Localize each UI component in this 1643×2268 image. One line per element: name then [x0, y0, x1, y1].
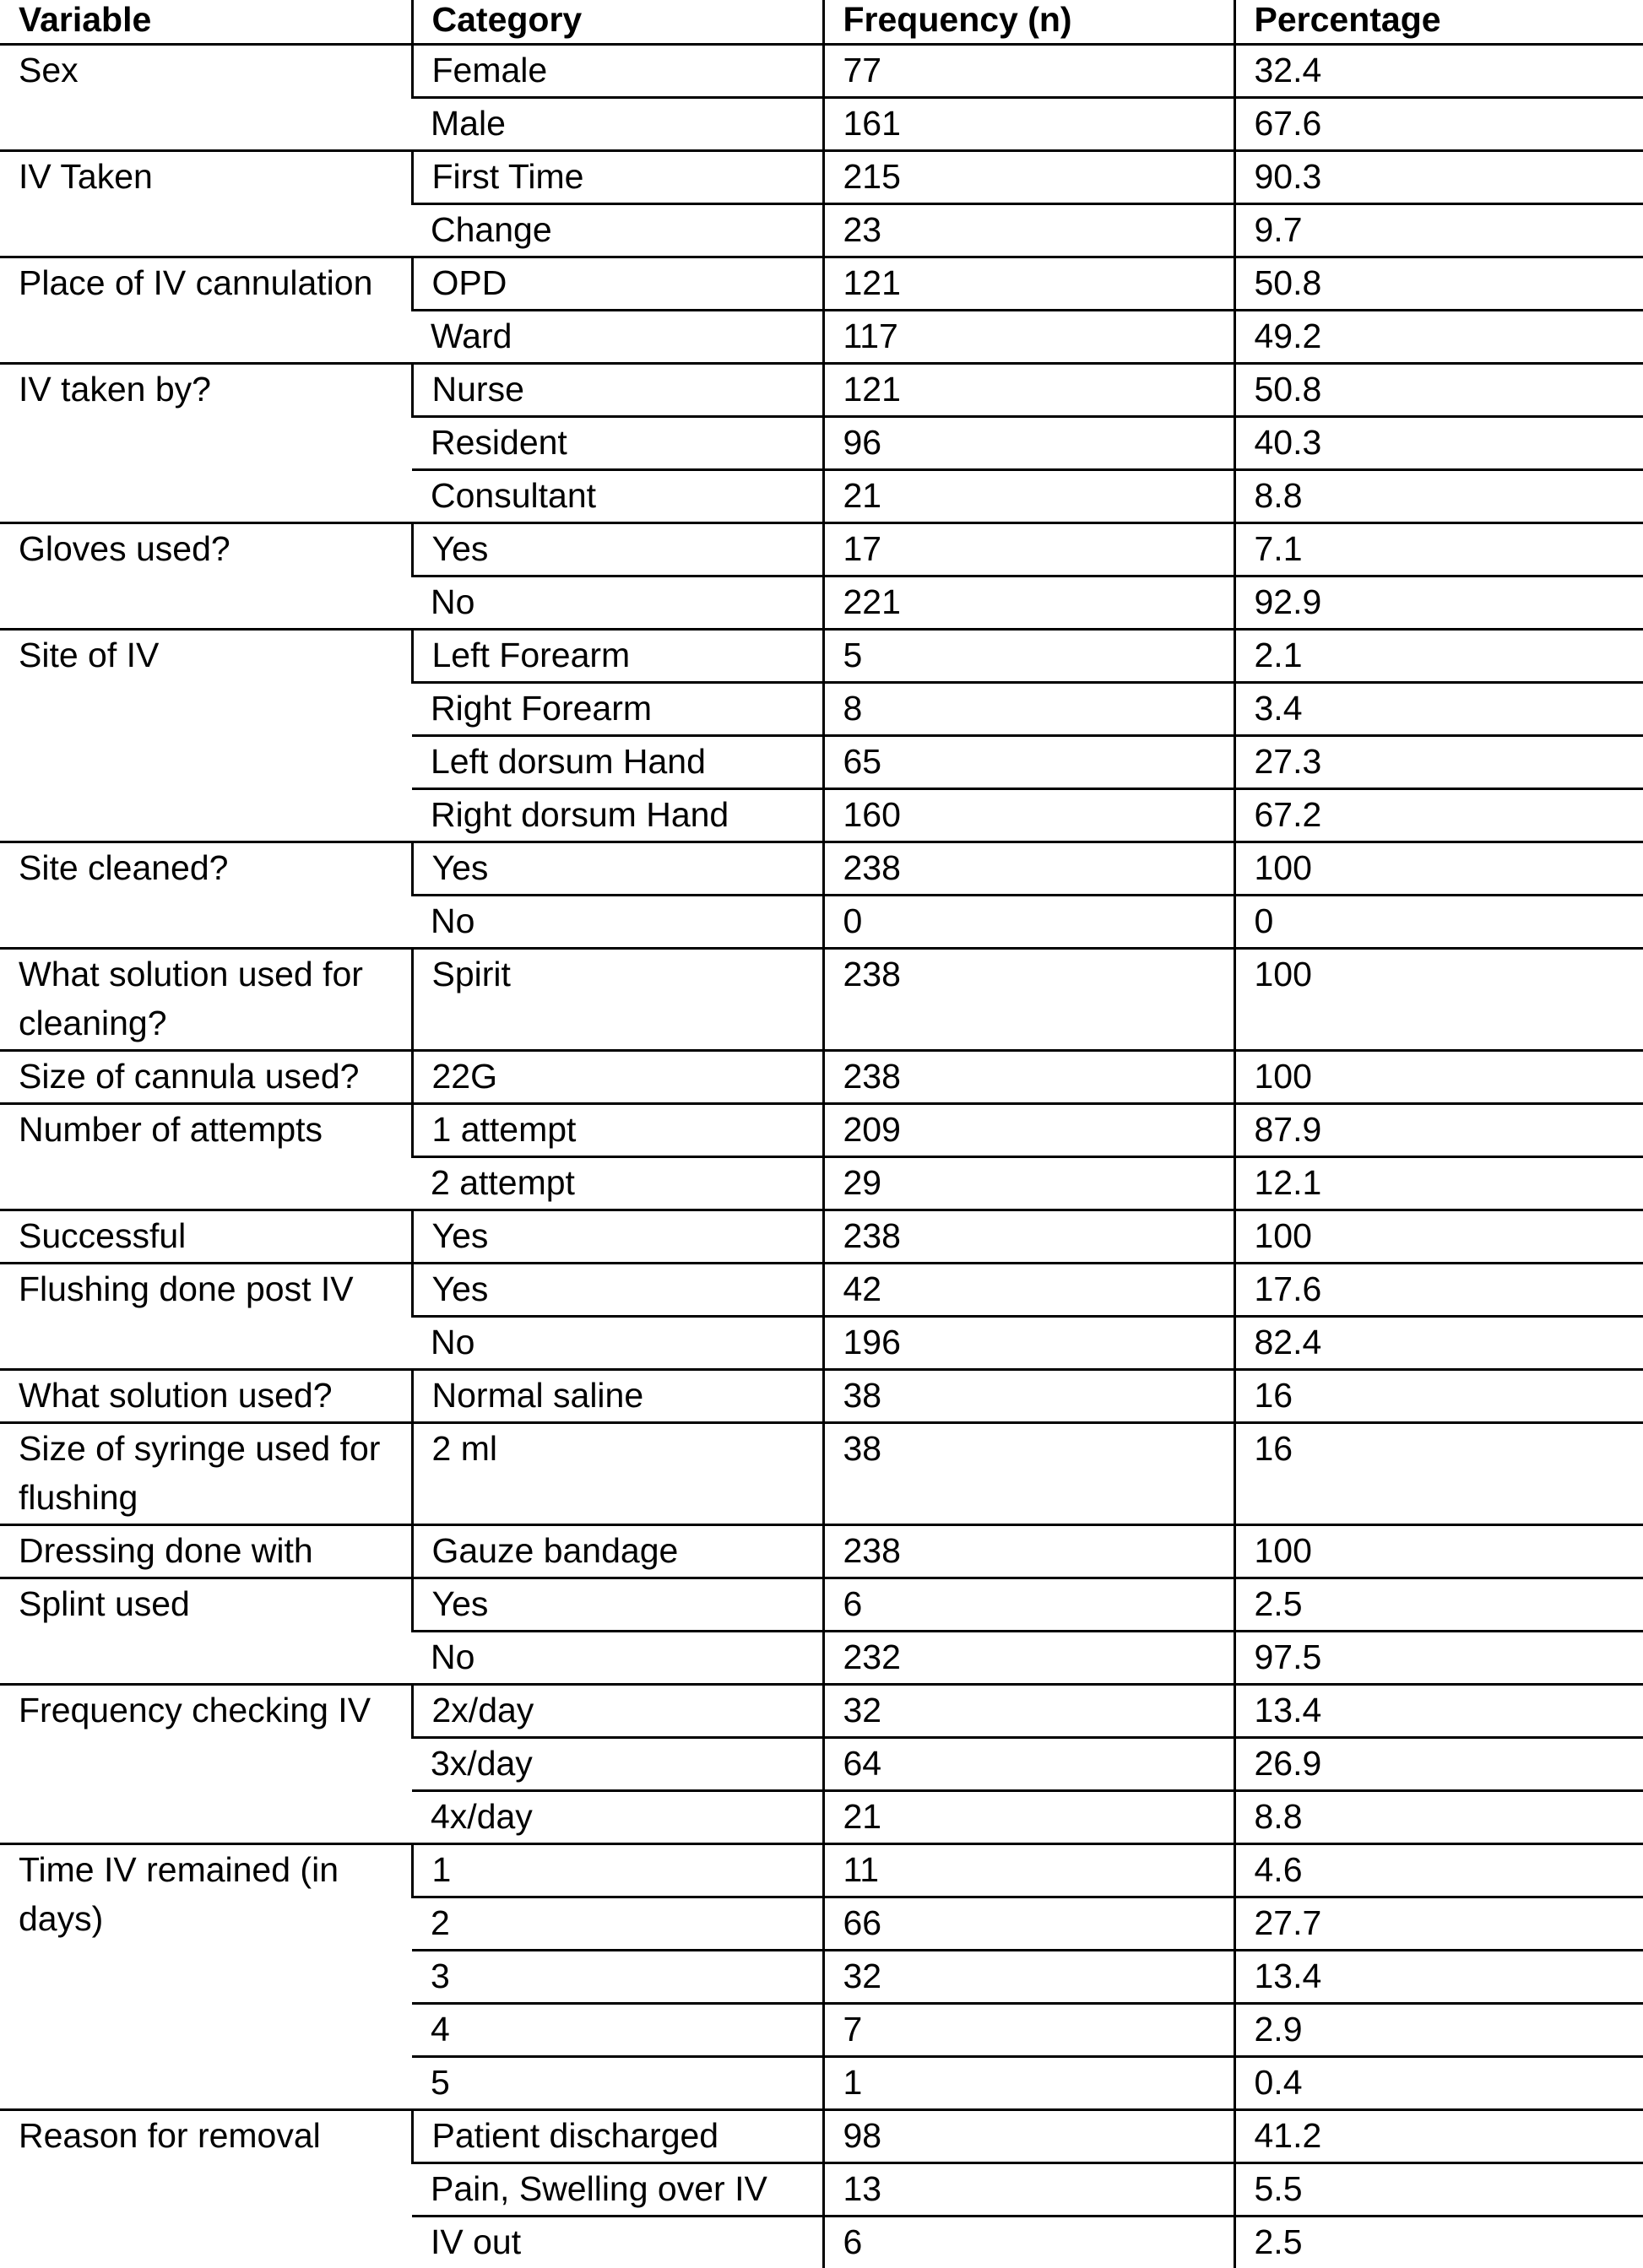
table-row: [0, 1104, 1643, 1157]
percentage-cell: 2.5: [1234, 1578, 1643, 1632]
category-cell: No: [412, 576, 823, 630]
category-cell: No: [412, 896, 823, 949]
table-row: [0, 949, 1643, 1051]
percentage-cell: 50.8: [1234, 257, 1643, 311]
percentage-cell: 100: [1234, 1525, 1643, 1578]
frequency-cell: 64: [823, 1738, 1234, 1791]
category-cell: No: [412, 1632, 823, 1685]
category-cell: 2 ml: [412, 1423, 823, 1525]
category-cell: Right dorsum Hand: [412, 789, 823, 842]
table-row: [0, 1051, 1643, 1104]
percentage-cell: 90.3: [1234, 151, 1643, 204]
variable-cell: Reason for removal: [0, 2110, 412, 2268]
category-cell: Ward: [412, 311, 823, 364]
frequency-cell: 238: [823, 949, 1234, 1051]
frequency-cell: 77: [823, 45, 1234, 98]
variable-cell: IV Taken: [0, 151, 412, 257]
category-cell: Patient discharged: [412, 2110, 823, 2163]
frequency-cell: 238: [823, 1525, 1234, 1578]
percentage-cell: 3.4: [1234, 683, 1643, 736]
category-cell: No: [412, 1317, 823, 1370]
percentage-cell: 87.9: [1234, 1104, 1643, 1157]
table-row: [0, 364, 1643, 417]
table-row: [0, 630, 1643, 683]
category-cell: Consultant: [412, 470, 823, 523]
variable-cell: What solution used?: [0, 1370, 412, 1423]
percentage-cell: 16: [1234, 1423, 1643, 1525]
percentage-cell: 92.9: [1234, 576, 1643, 630]
percentage-cell: 82.4: [1234, 1317, 1643, 1370]
table-row: [0, 45, 1643, 98]
table-row: [0, 523, 1643, 576]
category-cell: Yes: [412, 1264, 823, 1317]
frequency-cell: 238: [823, 1051, 1234, 1104]
frequency-cell: 161: [823, 98, 1234, 151]
frequency-cell: 6: [823, 1578, 1234, 1632]
variable-cell: Frequency checking IV: [0, 1685, 412, 1844]
category-cell: Pain, Swelling over IV: [412, 2163, 823, 2217]
percentage-cell: 8.8: [1234, 1791, 1643, 1844]
table-row: [0, 842, 1643, 896]
variable-cell: Successful: [0, 1210, 412, 1264]
percentage-cell: 13.4: [1234, 1685, 1643, 1738]
table-row: [0, 257, 1643, 311]
percentage-cell: 2.5: [1234, 2217, 1643, 2268]
header-row: [0, 0, 1643, 45]
percentage-cell: 0: [1234, 896, 1643, 949]
frequency-cell: 5: [823, 630, 1234, 683]
category-cell: Left Forearm: [412, 630, 823, 683]
frequency-cell: 32: [823, 1685, 1234, 1738]
category-cell: Male: [412, 98, 823, 151]
table-row: [0, 1844, 1643, 1897]
category-cell: 3: [412, 1951, 823, 2004]
frequency-cell: 117: [823, 311, 1234, 364]
category-cell: 4: [412, 2004, 823, 2057]
frequency-cell: 17: [823, 523, 1234, 576]
table-row: [0, 1370, 1643, 1423]
percentage-cell: 100: [1234, 842, 1643, 896]
frequency-cell: 96: [823, 417, 1234, 470]
category-cell: Left dorsum Hand: [412, 736, 823, 789]
category-cell: Female: [412, 45, 823, 98]
percentage-cell: 100: [1234, 1210, 1643, 1264]
variable-cell: Dressing done with: [0, 1525, 412, 1578]
percentage-cell: 16: [1234, 1370, 1643, 1423]
frequency-cell: 160: [823, 789, 1234, 842]
table-row: [0, 151, 1643, 204]
frequency-cell: 232: [823, 1632, 1234, 1685]
table-row: [0, 1578, 1643, 1632]
category-cell: IV out: [412, 2217, 823, 2268]
percentage-cell: 0.4: [1234, 2057, 1643, 2110]
variable-cell: Size of syringe used for flushing: [0, 1423, 412, 1525]
category-cell: 2: [412, 1897, 823, 1951]
frequency-cell: 6: [823, 2217, 1234, 2268]
category-cell: 4x/day: [412, 1791, 823, 1844]
category-cell: Nurse: [412, 364, 823, 417]
percentage-cell: 97.5: [1234, 1632, 1643, 1685]
variable-cell: Site of IV: [0, 630, 412, 842]
header-variable: Variable: [0, 0, 412, 45]
frequency-cell: 98: [823, 2110, 1234, 2163]
variable-cell: Site cleaned?: [0, 842, 412, 949]
percentage-cell: 40.3: [1234, 417, 1643, 470]
category-cell: Right Forearm: [412, 683, 823, 736]
frequency-cell: 38: [823, 1370, 1234, 1423]
percentage-cell: 41.2: [1234, 2110, 1643, 2163]
percentage-cell: 67.2: [1234, 789, 1643, 842]
frequency-cell: 21: [823, 470, 1234, 523]
category-cell: 1 attempt: [412, 1104, 823, 1157]
percentage-cell: 13.4: [1234, 1951, 1643, 2004]
frequency-cell: 121: [823, 364, 1234, 417]
frequency-cell: 238: [823, 1210, 1234, 1264]
category-cell: 5: [412, 2057, 823, 2110]
header-frequency: Frequency (n): [823, 0, 1234, 45]
percentage-cell: 100: [1234, 949, 1643, 1051]
percentage-cell: 67.6: [1234, 98, 1643, 151]
percentage-cell: 26.9: [1234, 1738, 1643, 1791]
category-cell: Gauze bandage: [412, 1525, 823, 1578]
table-row: [0, 2110, 1643, 2163]
frequency-cell: 21: [823, 1791, 1234, 1844]
frequency-cell: 215: [823, 151, 1234, 204]
frequency-cell: 66: [823, 1897, 1234, 1951]
percentage-cell: 5.5: [1234, 2163, 1643, 2217]
frequency-cell: 29: [823, 1157, 1234, 1210]
category-cell: OPD: [412, 257, 823, 311]
frequency-cell: 7: [823, 2004, 1234, 2057]
percentage-cell: 7.1: [1234, 523, 1643, 576]
frequency-cell: 196: [823, 1317, 1234, 1370]
percentage-cell: 8.8: [1234, 470, 1643, 523]
variable-cell: Flushing done post IV: [0, 1264, 412, 1370]
frequency-cell: 11: [823, 1844, 1234, 1897]
header-category: Category: [412, 0, 823, 45]
table-body: [0, 45, 1643, 2268]
category-cell: Normal saline: [412, 1370, 823, 1423]
table-row: [0, 1423, 1643, 1525]
percentage-cell: 50.8: [1234, 364, 1643, 417]
table-row: [0, 1264, 1643, 1317]
variable-cell: Time IV remained (in days): [0, 1844, 412, 2110]
table-row: [0, 1685, 1643, 1738]
category-cell: 1: [412, 1844, 823, 1897]
category-cell: 3x/day: [412, 1738, 823, 1791]
percentage-cell: 2.1: [1234, 630, 1643, 683]
category-cell: Yes: [412, 1578, 823, 1632]
category-cell: Change: [412, 204, 823, 257]
variable-cell: Place of IV cannulation: [0, 257, 412, 364]
category-cell: Yes: [412, 523, 823, 576]
frequency-cell: 42: [823, 1264, 1234, 1317]
variable-cell: Splint used: [0, 1578, 412, 1685]
category-cell: Yes: [412, 842, 823, 896]
category-cell: Spirit: [412, 949, 823, 1051]
category-cell: Yes: [412, 1210, 823, 1264]
frequency-cell: 23: [823, 204, 1234, 257]
table-row: [0, 1210, 1643, 1264]
category-cell: 2x/day: [412, 1685, 823, 1738]
frequency-cell: 32: [823, 1951, 1234, 2004]
variable-cell: Size of cannula used?: [0, 1051, 412, 1104]
frequency-cell: 238: [823, 842, 1234, 896]
category-cell: First Time: [412, 151, 823, 204]
percentage-cell: 27.7: [1234, 1897, 1643, 1951]
frequency-cell: 65: [823, 736, 1234, 789]
percentage-cell: 12.1: [1234, 1157, 1643, 1210]
header-percentage: Percentage: [1234, 0, 1643, 45]
variable-cell: Number of attempts: [0, 1104, 412, 1210]
percentage-cell: 9.7: [1234, 204, 1643, 257]
category-cell: 2 attempt: [412, 1157, 823, 1210]
percentage-cell: 32.4: [1234, 45, 1643, 98]
variable-cell: IV taken by?: [0, 364, 412, 523]
percentage-cell: 17.6: [1234, 1264, 1643, 1317]
variable-cell: Gloves used?: [0, 523, 412, 630]
frequency-cell: 121: [823, 257, 1234, 311]
frequency-cell: 221: [823, 576, 1234, 630]
frequency-cell: 13: [823, 2163, 1234, 2217]
percentage-cell: 2.9: [1234, 2004, 1643, 2057]
percentage-cell: 27.3: [1234, 736, 1643, 789]
percentage-cell: 100: [1234, 1051, 1643, 1104]
percentage-cell: 49.2: [1234, 311, 1643, 364]
variable-cell: What solution used for cleaning?: [0, 949, 412, 1051]
frequency-cell: 8: [823, 683, 1234, 736]
category-cell: Resident: [412, 417, 823, 470]
frequency-cell: 209: [823, 1104, 1234, 1157]
category-cell: 22G: [412, 1051, 823, 1104]
percentage-cell: 4.6: [1234, 1844, 1643, 1897]
table-row: [0, 1525, 1643, 1578]
frequency-cell: 0: [823, 896, 1234, 949]
variable-cell: Sex: [0, 45, 412, 151]
frequency-cell: 1: [823, 2057, 1234, 2110]
frequency-cell: 38: [823, 1423, 1234, 1525]
